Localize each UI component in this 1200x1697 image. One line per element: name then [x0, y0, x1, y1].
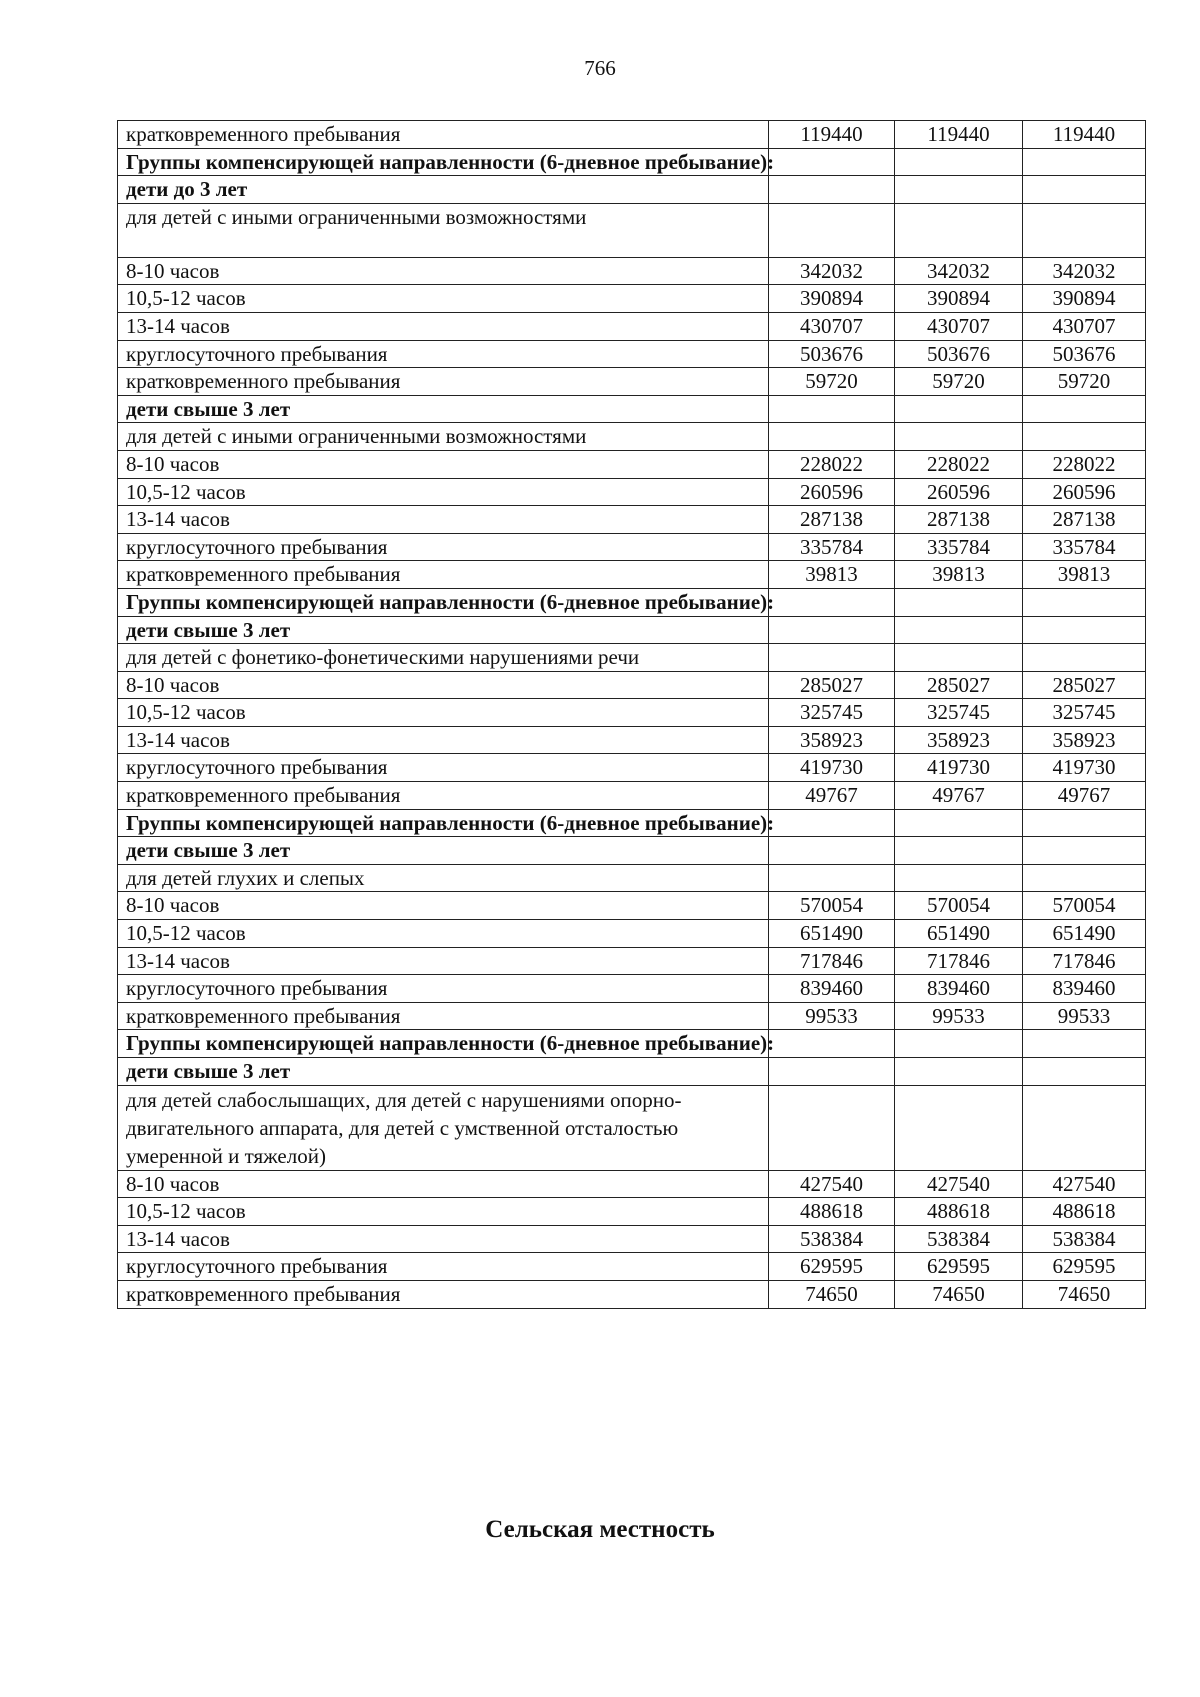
value-cell-2: 325745 [895, 699, 1023, 727]
row-label: 13-14 часов [118, 726, 769, 754]
value-cell-1: 325745 [769, 699, 895, 727]
table-row [118, 975, 1146, 1003]
value-cell-3: 335784 [1023, 533, 1146, 561]
value-cell-2: 839460 [895, 975, 1023, 1003]
value-cell-1: 285027 [769, 671, 895, 699]
row-label: 10,5-12 часов [118, 285, 769, 313]
value-cell-1: 228022 [769, 450, 895, 478]
value-cell-3: 49767 [1023, 782, 1146, 810]
value-cell-2: 419730 [895, 754, 1023, 782]
value-cell-1: 260596 [769, 478, 895, 506]
section-heading: Сельская местность [485, 1516, 715, 1543]
value-cell-1: 335784 [769, 533, 895, 561]
row-label: 10,5-12 часов [118, 1198, 769, 1226]
row-label: Группы компенсирующей направленности (6-дневное пребывание): [118, 588, 769, 616]
value-cell-3: 74650 [1023, 1280, 1146, 1308]
value-cell-2 [895, 148, 1023, 176]
value-cell-2: 99533 [895, 1002, 1023, 1030]
row-label: круглосуточного пребывания [118, 533, 769, 561]
value-cell-1 [769, 644, 895, 672]
value-cell-2: 342032 [895, 257, 1023, 285]
row-label: круглосуточного пребывания [118, 975, 769, 1003]
value-cell-3: 59720 [1023, 368, 1146, 396]
value-cell-3 [1023, 395, 1146, 423]
row-label: Группы компенсирующей направленности (6-дневное пребывание): [118, 148, 769, 176]
table-row [118, 176, 1146, 204]
value-cell-3: 427540 [1023, 1170, 1146, 1198]
value-cell-3: 287138 [1023, 506, 1146, 534]
row-label: для детей с иными ограниченными возможностями [118, 203, 769, 257]
table-row [118, 478, 1146, 506]
value-cell-2 [895, 588, 1023, 616]
row-label: для детей глухих и слепых [118, 864, 769, 892]
table-row [118, 561, 1146, 589]
table-row [118, 203, 1146, 257]
value-cell-3: 342032 [1023, 257, 1146, 285]
value-cell-3 [1023, 644, 1146, 672]
table-row [118, 395, 1146, 423]
value-cell-2 [895, 616, 1023, 644]
tariff-table [117, 120, 1146, 1309]
value-cell-2 [895, 395, 1023, 423]
value-cell-2 [895, 809, 1023, 837]
value-cell-1 [769, 203, 895, 257]
table-row [118, 754, 1146, 782]
row-label: дети до 3 лет [118, 176, 769, 204]
row-label: дети свыше 3 лет [118, 837, 769, 865]
value-cell-2 [895, 203, 1023, 257]
value-cell-2: 119440 [895, 121, 1023, 149]
value-cell-3: 538384 [1023, 1225, 1146, 1253]
value-cell-2: 335784 [895, 533, 1023, 561]
value-cell-1 [769, 148, 895, 176]
table-row [118, 533, 1146, 561]
value-cell-1: 430707 [769, 312, 895, 340]
row-label: 10,5-12 часов [118, 478, 769, 506]
row-label: кратковременного пребывания [118, 561, 769, 589]
row-label: для детей с иными ограниченными возможностями [118, 423, 769, 451]
value-cell-1 [769, 588, 895, 616]
table-row [118, 312, 1146, 340]
table-row [118, 121, 1146, 149]
value-cell-3: 651490 [1023, 920, 1146, 948]
value-cell-1 [769, 837, 895, 865]
value-cell-1 [769, 864, 895, 892]
value-cell-1: 99533 [769, 1002, 895, 1030]
value-cell-2 [895, 644, 1023, 672]
value-cell-3 [1023, 203, 1146, 257]
value-cell-3: 419730 [1023, 754, 1146, 782]
table-row [118, 1198, 1146, 1226]
value-cell-2: 390894 [895, 285, 1023, 313]
value-cell-1 [769, 809, 895, 837]
table-row [118, 1170, 1146, 1198]
value-cell-3 [1023, 1085, 1146, 1170]
row-label: для детей слабослышащих, для детей с нарушениями опорно-двигательного аппарата, для детей с умственной отсталостью умеренной и тяжелой) [118, 1085, 769, 1170]
table-row [118, 864, 1146, 892]
value-cell-1 [769, 616, 895, 644]
row-label: Группы компенсирующей направленности (6-дневное пребывание): [118, 809, 769, 837]
value-cell-2: 228022 [895, 450, 1023, 478]
row-label: кратковременного пребывания [118, 1002, 769, 1030]
value-cell-3: 285027 [1023, 671, 1146, 699]
value-cell-2 [895, 1085, 1023, 1170]
value-cell-3 [1023, 148, 1146, 176]
value-cell-2: 570054 [895, 892, 1023, 920]
row-label: дети свыше 3 лет [118, 616, 769, 644]
value-cell-1: 651490 [769, 920, 895, 948]
value-cell-2: 287138 [895, 506, 1023, 534]
table-row [118, 699, 1146, 727]
value-cell-1: 570054 [769, 892, 895, 920]
row-label: 13-14 часов [118, 312, 769, 340]
row-label: 10,5-12 часов [118, 920, 769, 948]
row-label: дети свыше 3 лет [118, 395, 769, 423]
value-cell-3: 228022 [1023, 450, 1146, 478]
value-cell-1: 717846 [769, 947, 895, 975]
page-number: 766 [584, 56, 616, 80]
value-cell-1: 39813 [769, 561, 895, 589]
table-row [118, 782, 1146, 810]
table-row [118, 340, 1146, 368]
value-cell-1: 503676 [769, 340, 895, 368]
value-cell-1 [769, 176, 895, 204]
row-label: для детей с фонетико-фонетическими нарушениями речи [118, 644, 769, 672]
table-row [118, 616, 1146, 644]
value-cell-1: 49767 [769, 782, 895, 810]
value-cell-3: 390894 [1023, 285, 1146, 313]
value-cell-2 [895, 176, 1023, 204]
value-cell-1: 287138 [769, 506, 895, 534]
row-label: круглосуточного пребывания [118, 340, 769, 368]
table-row [118, 837, 1146, 865]
table-row [118, 148, 1146, 176]
value-cell-1: 390894 [769, 285, 895, 313]
value-cell-2: 260596 [895, 478, 1023, 506]
value-cell-3 [1023, 837, 1146, 865]
value-cell-2: 59720 [895, 368, 1023, 396]
value-cell-3: 717846 [1023, 947, 1146, 975]
value-cell-2 [895, 423, 1023, 451]
table-row [118, 423, 1146, 451]
value-cell-1 [769, 1058, 895, 1086]
row-label: кратковременного пребывания [118, 1280, 769, 1308]
row-label: круглосуточного пребывания [118, 754, 769, 782]
row-label: 8-10 часов [118, 257, 769, 285]
value-cell-3: 430707 [1023, 312, 1146, 340]
table-row [118, 671, 1146, 699]
table-row [118, 1085, 1146, 1170]
table-row [118, 1030, 1146, 1058]
value-cell-1 [769, 1085, 895, 1170]
value-cell-2: 503676 [895, 340, 1023, 368]
table-row [118, 726, 1146, 754]
table-row [118, 1058, 1146, 1086]
table-row [118, 506, 1146, 534]
row-label: 13-14 часов [118, 1225, 769, 1253]
table-row [118, 450, 1146, 478]
table-row [118, 947, 1146, 975]
value-cell-1: 427540 [769, 1170, 895, 1198]
value-cell-2 [895, 837, 1023, 865]
value-cell-2: 358923 [895, 726, 1023, 754]
value-cell-3: 839460 [1023, 975, 1146, 1003]
row-label: 8-10 часов [118, 1170, 769, 1198]
value-cell-2: 49767 [895, 782, 1023, 810]
value-cell-2: 538384 [895, 1225, 1023, 1253]
row-label: кратковременного пребывания [118, 782, 769, 810]
row-label: 13-14 часов [118, 947, 769, 975]
value-cell-1: 419730 [769, 754, 895, 782]
value-cell-2 [895, 1058, 1023, 1086]
value-cell-1 [769, 423, 895, 451]
value-cell-3: 260596 [1023, 478, 1146, 506]
value-cell-3 [1023, 809, 1146, 837]
table-row [118, 809, 1146, 837]
value-cell-3: 99533 [1023, 1002, 1146, 1030]
value-cell-2: 488618 [895, 1198, 1023, 1226]
value-cell-1: 538384 [769, 1225, 895, 1253]
value-cell-2 [895, 1030, 1023, 1058]
table-row [118, 892, 1146, 920]
value-cell-3 [1023, 176, 1146, 204]
row-label: кратковременного пребывания [118, 368, 769, 396]
table-row [118, 1280, 1146, 1308]
row-label: дети свыше 3 лет [118, 1058, 769, 1086]
table-row [118, 1002, 1146, 1030]
table-row [118, 257, 1146, 285]
value-cell-2: 629595 [895, 1253, 1023, 1281]
value-cell-3: 570054 [1023, 892, 1146, 920]
value-cell-3 [1023, 588, 1146, 616]
value-cell-2: 651490 [895, 920, 1023, 948]
value-cell-3 [1023, 616, 1146, 644]
value-cell-1: 74650 [769, 1280, 895, 1308]
value-cell-1: 839460 [769, 975, 895, 1003]
table-body [118, 121, 1146, 1309]
value-cell-3: 629595 [1023, 1253, 1146, 1281]
row-label: 8-10 часов [118, 450, 769, 478]
table-row [118, 1225, 1146, 1253]
value-cell-3 [1023, 423, 1146, 451]
value-cell-3: 503676 [1023, 340, 1146, 368]
value-cell-2: 285027 [895, 671, 1023, 699]
value-cell-2: 430707 [895, 312, 1023, 340]
row-label: круглосуточного пребывания [118, 1253, 769, 1281]
value-cell-1: 59720 [769, 368, 895, 396]
value-cell-1: 488618 [769, 1198, 895, 1226]
value-cell-2: 39813 [895, 561, 1023, 589]
value-cell-1 [769, 395, 895, 423]
value-cell-3 [1023, 1058, 1146, 1086]
value-cell-3: 119440 [1023, 121, 1146, 149]
value-cell-3: 358923 [1023, 726, 1146, 754]
value-cell-1: 358923 [769, 726, 895, 754]
value-cell-1: 629595 [769, 1253, 895, 1281]
value-cell-1: 342032 [769, 257, 895, 285]
row-label: 8-10 часов [118, 671, 769, 699]
table-row [118, 644, 1146, 672]
row-label: 10,5-12 часов [118, 699, 769, 727]
value-cell-3: 39813 [1023, 561, 1146, 589]
value-cell-3: 488618 [1023, 1198, 1146, 1226]
value-cell-1: 119440 [769, 121, 895, 149]
row-label: 13-14 часов [118, 506, 769, 534]
row-label: кратковременного пребывания [118, 121, 769, 149]
value-cell-2: 427540 [895, 1170, 1023, 1198]
row-label: Группы компенсирующей направленности (6-дневное пребывание): [118, 1030, 769, 1058]
row-label: 8-10 часов [118, 892, 769, 920]
table-row [118, 368, 1146, 396]
table-row [118, 588, 1146, 616]
value-cell-3 [1023, 1030, 1146, 1058]
value-cell-2: 717846 [895, 947, 1023, 975]
value-cell-2 [895, 864, 1023, 892]
value-cell-3: 325745 [1023, 699, 1146, 727]
table-row [118, 285, 1146, 313]
value-cell-3 [1023, 864, 1146, 892]
value-cell-2: 74650 [895, 1280, 1023, 1308]
table-row [118, 1253, 1146, 1281]
table-row [118, 920, 1146, 948]
value-cell-1 [769, 1030, 895, 1058]
